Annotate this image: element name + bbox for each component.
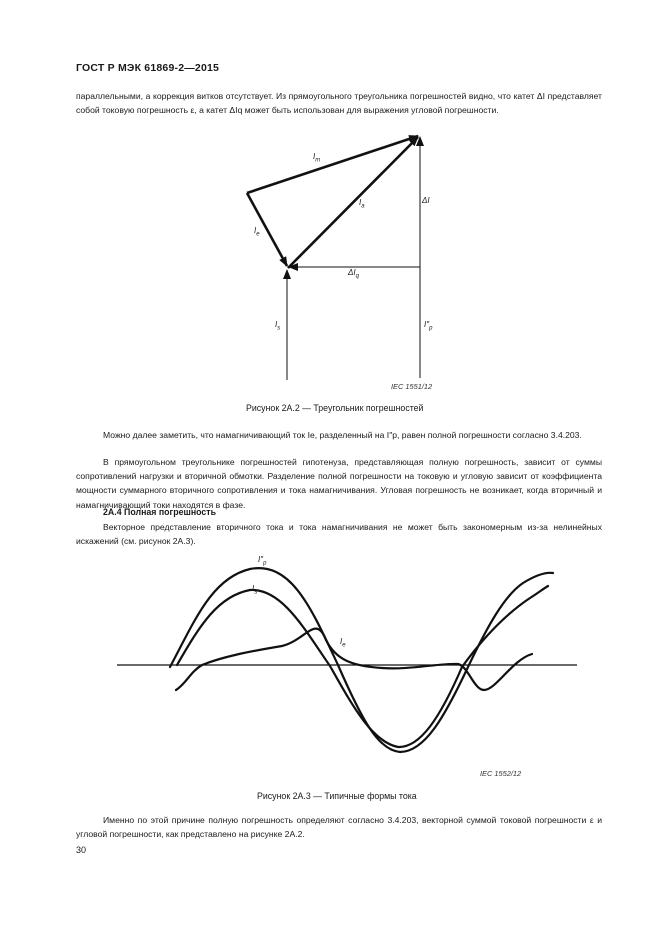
- waveform-ip: [170, 568, 553, 752]
- paragraph-triangle: В прямоугольном треугольнике погрешностей гипотенуза, представляющая полную погрешность, зависит от суммы сопротивлений нагрузки и вторичной обмотки. Разделение полной погрешности на токовую и угловую зависит от коэффициента мощности суммарного вторичного сопротивления и тока намагничивания. Угловая погрешность не возникает, когда вторичный и намагничивающий токи находятся в фазе.: [76, 457, 602, 510]
- label-ia: $I_a$: [359, 198, 365, 210]
- label-diq: $\Delta I_q$: [348, 268, 359, 280]
- section-heading: 2А.4 Полная погрешность: [103, 507, 217, 517]
- label-is-wave: $I_s$: [252, 584, 258, 596]
- label-ie-wave: $I_e$: [340, 637, 346, 649]
- label-is: $I_s$: [275, 320, 281, 332]
- waveform-ie: [176, 629, 532, 690]
- label-ie: $I_e$: [254, 226, 260, 238]
- paragraph-vector: Векторное представление вторичного тока и тока намагничивания не может быть закономерным из-за нелинейных искажений (см. рисунок 2А.3).: [76, 522, 602, 547]
- paragraph-conclusion: Именно по этой причине полную погрешность определяют согласно 3.4.203, векторной суммой токовой погрешности ε и угловой погрешности, как представлено на рисунке 2А.2.: [76, 815, 602, 840]
- iec-reference: IEC 1551/12: [391, 382, 433, 391]
- label-im: $I_m$: [313, 152, 321, 164]
- document-header: ГОСТ Р МЭК 61869-2—2015: [76, 62, 220, 74]
- label-ip-wave: $I''_p$: [258, 555, 267, 567]
- iec-reference-2: IEC 1552/12: [480, 769, 522, 778]
- figure-caption-2: Рисунок 2А.3 — Типичные формы тока: [257, 791, 417, 801]
- paragraph-intro: параллельными, а коррекция витков отсутствует. Из прямоугольного треугольника погрешностей видно, что катет ΔI представляет собой токовую погрешность ε, а катет ΔIq может быть использован для выражения угловой погрешности.: [76, 91, 602, 116]
- label-ip: $I''_p$: [424, 320, 433, 332]
- figure-caption: Рисунок 2А.2 — Треугольник погрешностей: [246, 403, 424, 413]
- page-number: 30: [76, 845, 87, 855]
- label-di: ΔI: [422, 196, 430, 205]
- paragraph-magnetizing: Можно далее заметить, что намагничивающий ток Ie, разделенный на I″p, равен полной погрешности согласно 3.4.203.: [103, 430, 582, 440]
